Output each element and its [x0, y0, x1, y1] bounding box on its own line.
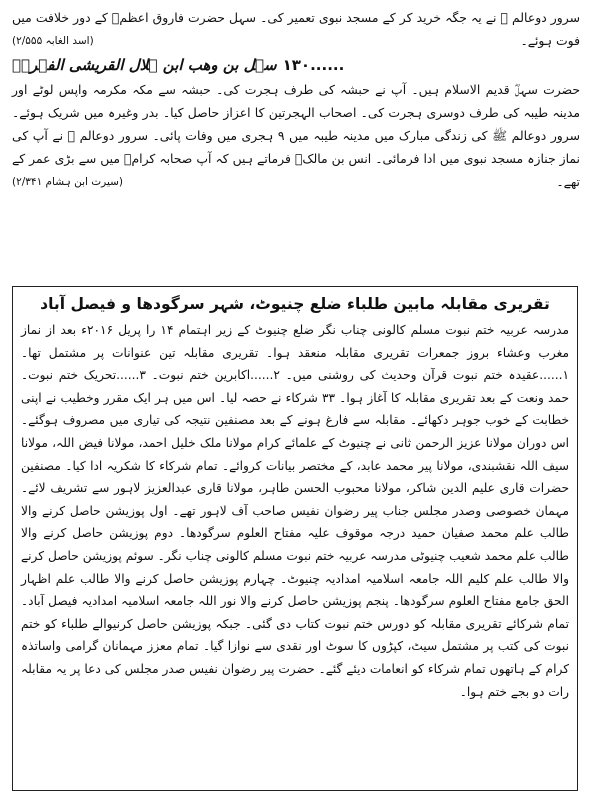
- entry-heading: [12, 52, 580, 78]
- entry-number: ۱۳۰: [282, 56, 311, 74]
- entry-reference: [12, 175, 580, 189]
- notice-title: تقریری مقابلہ مابین طلباء ضلع چنیوٹ، شہر سرگودھا و فیصل آباد: [40, 295, 550, 313]
- intro-paragraph: سرور دوعالم ﷺ نے یہ جگہ خرید کر کے مسجد نبوی تعمیر کی۔ سہل حضرت فاروق اعظمؓ کے دور خلافت میں فوت ہوئے۔: [12, 10, 580, 48]
- intro-reference-text: (اسد الغابہ ۲/۵۵۵): [12, 35, 94, 47]
- intro-reference: [12, 34, 580, 48]
- entry-dots: ......: [310, 56, 345, 74]
- notice-body: مدرسہ عربیہ ختم نبوت مسلم کالونی چناب نگر ضلع چنیوٹ کے زیر اہتمام ۱۴ را پریل ۲۰۱۶ء بعد از نماز مغرب وعشاء بروز جمعرات تقریری مقابلہ منعقد ہوا۔ تقریری مقابلہ تین عنوانات پر مشتمل تھا۔ ۱......عقیدہ ختم نبوت قرآن وحدیث کی روشنی میں۔ ۲......اکابرین ختم نبوت۔ ۳......تحریک ختم نبوت۔ حمد ونعت کے بعد تقریری مقابلہ کا آغاز ہوا۔ ۳۳ شرکاء نے حصہ لیا۔ اس میں ہر ایک مقرر وخطیب نے اپنی خطابت کے خوب جوہر دکھائے۔ مقابلہ سے فارغ ہونے کے بعد مصنفین نتیجہ کی تیاری میں مصروف ہوگئے۔ اس دوران مولانا عزیز الرحمن ثانی نے چنیوٹ کے علمائے کرام مولانا ملک خلیل احمد، مولانا فیض اللہ، مولانا سیف اللہ نقشبندی، مولانا پیر محمد عابد، کے مختصر بیانات کروائے۔ تمام شرکاء کا شکریہ ادا کیا۔ مصنفین حضرات قاری علیم الدین شاکر، مولانا محبوب الحسن طاہر، مولانا قاری عبدالعزیز لاہور سے تشریف لائے۔ مہمان خصوصی وصدر مجلس جناب پیر رضوان نفیس صاحب آف لاہور تھے۔ اول پوزیشن حاصل کرنے والا طالب علم محمد صفیان حمید درجہ موقوف علیہ مفتاح العلوم سرگودھا۔ دوم پوزیشن حاصل کرنے والا طالب علم محمد شعیب چنیوٹی مدرسہ عربیہ ختم نبوت مسلم کالونی چناب نگر۔ سوئم پوزیشن حاصل کرنے والا طالب علم کلیم اللہ جامعہ اسلامیہ امدادیہ چنیوٹ۔ چہارم پوزیشن حاصل کرنے والا طالب علم اظہار الحق جامع مفتاح العلوم سرگودھا۔ پنجم پوزیشن حاصل کرنے والا نور اللہ جامعہ اسلامیہ امدادیہ فیصل آباد۔ تمام شرکائے تقریری مقابلہ کو دورس ختم نبوت کتاب دی گئی۔ جبکہ پوزیشن حاصل کرنیوالے طلباء کو ختم نبوت کی کتب پر مشتمل سیٹ، کپڑوں کا سوٹ اور نقدی سے نوازا گیا۔ تمام معزز مہمانان گرامی واساتذہ کرام کے ہاتھوں تمام شرکاء کو انعامات دیئے گئے۔ حضرت پیر رضوان نفیس صدر مجلس کی دعا پر یہ مقابلہ رات دو بجے ختم ہوا۔: [21, 323, 569, 699]
- entry-title: سہل بن وھب ابن ہلال القریشی الفہریؓ: [12, 56, 277, 74]
- notice-box: [12, 286, 578, 791]
- entry-number-group: [283, 56, 345, 74]
- entry-reference-text: (سیرت ابن ہشام ۲/۳۴۱): [12, 176, 124, 188]
- entry-paragraph: حضرت سہلؓ قدیم الاسلام ہیں۔ آپ نے حبشہ کی طرف ہجرت کی۔ حبشہ سے مکہ مکرمہ واپس لوٹے اور مدینہ طیبہ کی طرف دوسری ہجرت کی۔ اصحاب الہجرتین کا اعزاز حاصل کیا۔ بدر وغیرہ میں شریک ہوئے۔ سرور دوعالم ﷺ کی زندگی مبارک میں مدینہ طیبہ میں ۹ ہجری میں وفات پائی۔ سرور دوعالم ﷺ نے آپ کی نماز جنازہ مسجد نبوی میں ادا فرمائی۔ انس بن مالکؓ فرماتے ہیں کہ آپ صحابہ کرامؓ میں سے بڑی عمر کے تھے۔: [12, 82, 581, 189]
